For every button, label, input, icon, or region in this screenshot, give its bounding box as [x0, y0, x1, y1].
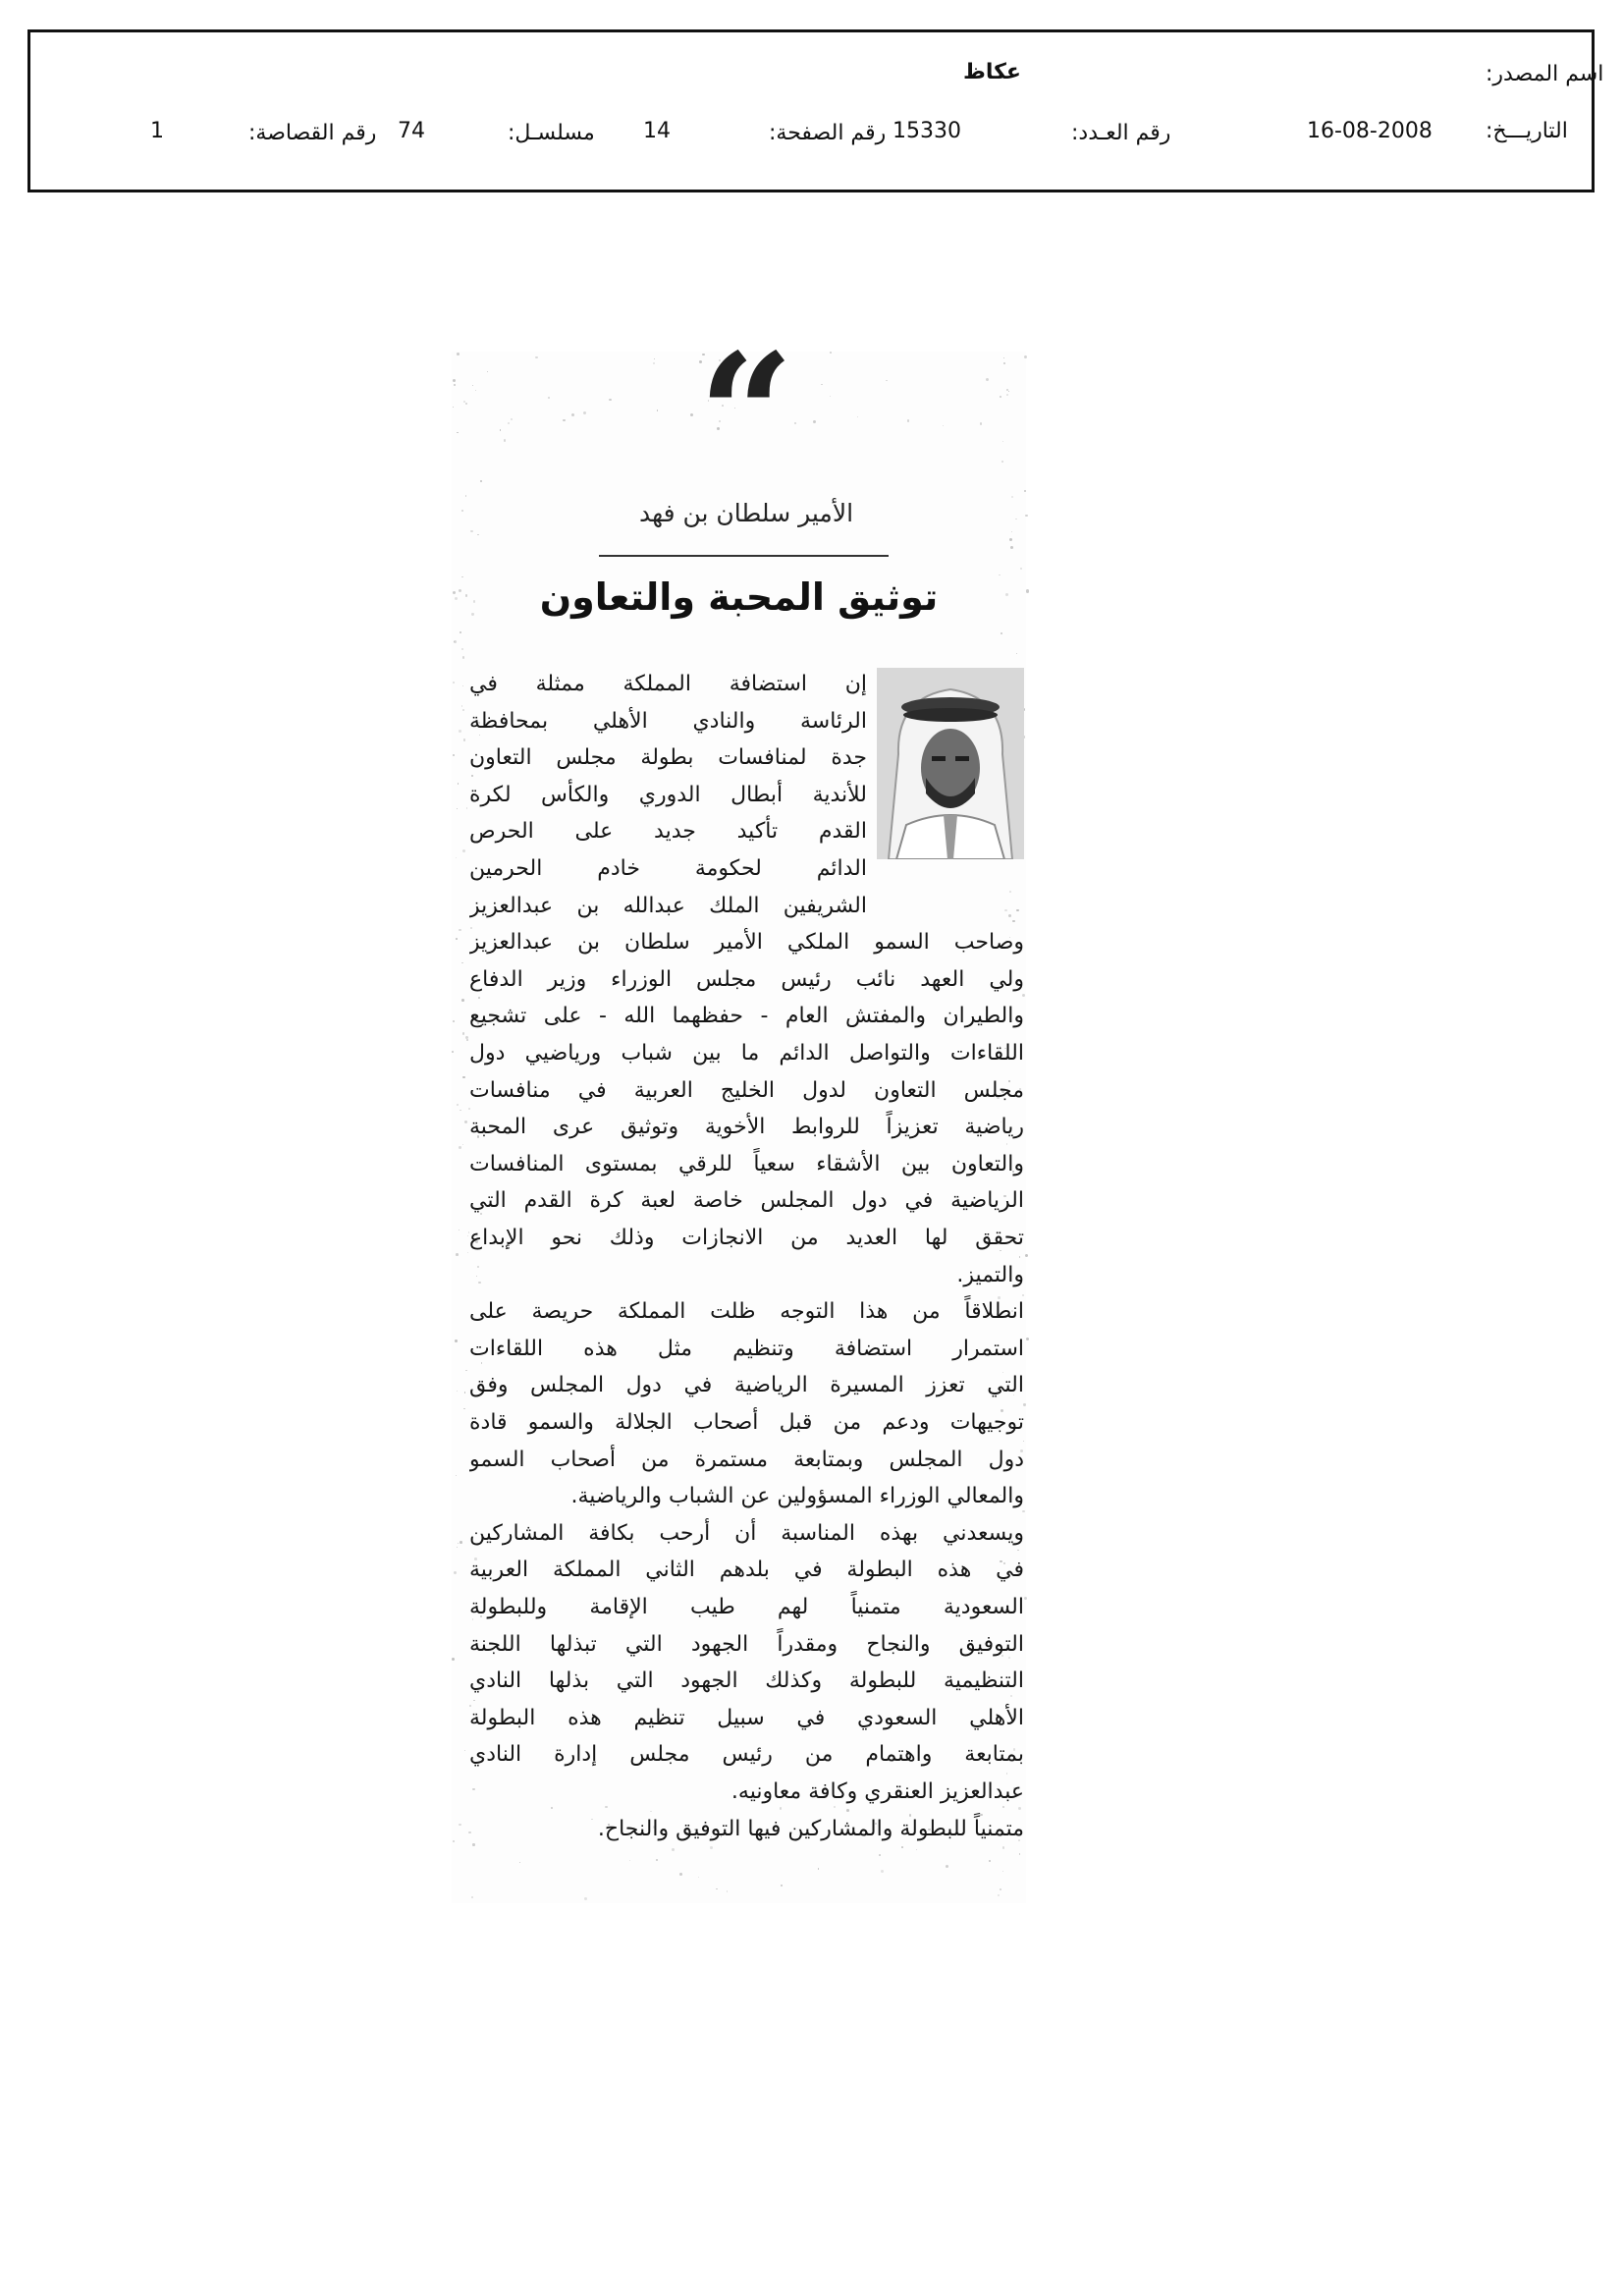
page-value: 14	[643, 119, 671, 143]
scan-speck	[1010, 546, 1013, 549]
article-body-line: والمعالي الوزراء المسؤولين عن الشباب والرياضية.	[570, 1484, 1024, 1509]
newspaper-clipping	[452, 317, 1026, 1903]
scan-speck	[1026, 589, 1029, 592]
article-body-line: الرئاسة والنادي الأهلي بمحافظة	[469, 708, 867, 734]
scan-speck	[1008, 391, 1009, 392]
serial-label: مسلسـل:	[508, 121, 595, 145]
scan-speck	[459, 1824, 460, 1826]
scan-speck	[716, 1888, 718, 1890]
author-photo	[877, 668, 1024, 859]
scan-speck	[453, 1020, 455, 1022]
scan-speck	[1023, 1441, 1024, 1442]
scan-speck	[519, 1862, 520, 1863]
scan-speck	[453, 591, 456, 594]
scan-speck	[1011, 531, 1013, 533]
article-body-line: انطلاقاً من هذا التوجه ظلت المملكة حريصة على	[469, 1299, 1024, 1325]
article-body-line: للأندية أبطال الدوري والكأس لكرة	[469, 782, 867, 807]
scan-speck	[456, 938, 458, 940]
scan-speck	[457, 1547, 458, 1548]
scan-speck	[500, 429, 502, 431]
scan-speck	[656, 1859, 659, 1862]
scan-speck	[1016, 909, 1019, 912]
scan-speck	[1003, 362, 1005, 364]
source-label: اسم المصدر:	[1486, 62, 1604, 86]
scan-speck	[453, 1840, 455, 1842]
scan-speck	[454, 1571, 457, 1574]
scan-speck	[461, 962, 463, 964]
scan-speck	[452, 1051, 454, 1053]
scan-speck	[470, 530, 473, 533]
scan-speck	[457, 1391, 458, 1392]
scan-speck	[453, 754, 456, 757]
scan-speck	[453, 682, 455, 683]
scan-speck	[879, 1854, 881, 1856]
scan-speck	[1004, 909, 1007, 912]
scan-speck	[818, 1868, 820, 1870]
scan-speck	[1025, 1254, 1028, 1257]
scan-speck	[462, 1076, 465, 1079]
scan-speck	[466, 807, 468, 809]
scan-speck	[1001, 632, 1002, 634]
scan-speck	[471, 775, 472, 776]
article-body-line: إن استضافة المملكة ممثلة في	[469, 672, 867, 696]
scan-speck	[465, 1036, 468, 1039]
scan-speck	[672, 1848, 675, 1851]
article-body-line: السعودية متمنياً لهم طيب الإقامة وللبطولة	[469, 1595, 1024, 1619]
scan-speck	[946, 1865, 948, 1868]
scan-speck	[1016, 653, 1017, 654]
author-name: الأمير سلطان بن فهد	[638, 499, 854, 527]
scan-speck	[456, 857, 457, 858]
scan-speck	[584, 1897, 587, 1900]
article-body-line: جدة لمنافسات بطولة مجلس التعاون	[469, 745, 867, 771]
scan-speck	[508, 422, 510, 424]
date-value: 16-08-2008	[1307, 119, 1433, 143]
article-body-line: والتعاون بين الأشقاء سعياً للرقي بمستوى المنافسات	[469, 1151, 1024, 1176]
scan-speck	[456, 1475, 457, 1476]
scan-speck	[1009, 891, 1011, 893]
date-label: التاريـــخ:	[1486, 119, 1568, 143]
scan-speck	[465, 594, 467, 596]
article-body-line: وصاحب السمو الملكي الأمير سلطان بن عبدالعزيز	[469, 930, 1024, 956]
scan-speck	[1002, 441, 1003, 442]
article-body-line: بمتابعة واهتمام من رئيس مجلس إدارة النادي	[469, 1742, 1024, 1768]
scan-speck	[1006, 1773, 1008, 1775]
scan-speck	[465, 403, 466, 404]
scan-speck	[1009, 538, 1012, 541]
scan-speck	[1000, 396, 1001, 398]
scan-speck	[455, 1339, 458, 1342]
scan-speck	[907, 419, 909, 421]
scan-speck	[461, 648, 463, 650]
scan-speck	[463, 738, 466, 741]
scan-speck	[465, 1370, 467, 1372]
scan-speck	[980, 422, 982, 424]
scan-speck	[465, 495, 466, 496]
scan-speck	[459, 730, 461, 733]
scan-speck	[1008, 914, 1011, 917]
scan-speck	[461, 510, 463, 512]
scan-speck	[830, 396, 832, 398]
scan-speck	[629, 1860, 630, 1861]
scan-speck	[1001, 461, 1002, 462]
article-body-line: في هذه البطولة في بلدهم الثاني المملكة العربية	[469, 1558, 1024, 1583]
opening-quote-mark: “	[698, 317, 794, 514]
scan-speck	[1024, 355, 1027, 358]
scan-speck	[462, 849, 465, 852]
scan-speck	[459, 1146, 461, 1149]
article-headline: توثيق المحبة والتعاون	[539, 575, 939, 619]
scan-speck	[457, 432, 458, 433]
scan-speck	[535, 356, 538, 359]
scan-speck	[457, 808, 458, 809]
scan-speck	[504, 439, 507, 442]
scan-speck	[473, 1700, 474, 1701]
scan-speck	[460, 1541, 462, 1544]
scan-speck	[653, 362, 655, 364]
scan-speck	[452, 1658, 455, 1661]
scan-speck	[654, 358, 655, 359]
scan-speck	[455, 597, 458, 600]
scan-speck	[886, 380, 888, 382]
article-body-line: ولي العهد نائب رئيس مجلس الوزراء وزير الدفاع	[469, 966, 1024, 992]
scan-speck	[989, 1860, 991, 1862]
scan-speck	[1012, 920, 1015, 923]
scan-speck	[463, 401, 465, 403]
scan-speck	[453, 379, 456, 382]
serial-value: 74	[398, 119, 425, 143]
scan-speck	[698, 1877, 699, 1878]
scan-speck	[1003, 357, 1004, 358]
scan-speck	[563, 419, 565, 421]
source-value: عكاظ	[963, 60, 1021, 84]
scan-speck	[1024, 1597, 1027, 1600]
scan-speck	[471, 1896, 474, 1899]
scan-speck	[466, 1039, 468, 1041]
scan-speck	[1025, 515, 1028, 518]
article-body-line: والتميز.	[956, 1262, 1024, 1287]
scan-speck	[463, 1408, 464, 1409]
scan-speck	[1002, 1871, 1003, 1872]
scan-speck	[901, 1846, 903, 1848]
scan-speck	[1026, 1338, 1029, 1340]
scan-speck	[461, 705, 462, 706]
scan-speck	[986, 378, 989, 381]
scan-speck	[1024, 490, 1025, 491]
scan-speck	[548, 397, 550, 399]
article-body-line: رياضية تعزيزاً للروابط الأخوية وتوثيق عرى المحبة	[469, 1115, 1024, 1140]
scan-speck	[464, 1750, 465, 1751]
scan-speck	[458, 783, 459, 784]
clipping-metadata-box	[27, 29, 1604, 192]
article-body-line: الرياضية في دول المجلس خاصة لعبة كرة القدم التي	[469, 1188, 1024, 1214]
scan-speck	[881, 1870, 884, 1873]
scan-speck	[1002, 1846, 1005, 1849]
scan-speck	[857, 416, 858, 417]
scan-speck	[710, 1846, 713, 1849]
clip-number-label: رقم القصاصة:	[248, 121, 377, 145]
scan-speck	[830, 352, 832, 354]
article-body-line: الدائم لحكومة خادم الحرمين	[469, 856, 867, 881]
scan-speck	[457, 353, 460, 355]
scan-speck	[477, 534, 479, 536]
article-body-line: اللقاءات والتواصل الدائم ما بين شباب ورياضيي دول	[469, 1041, 1024, 1066]
scan-speck	[467, 1252, 468, 1253]
scan-speck	[821, 384, 822, 385]
article-body-line: تحقق لها العديد من الانجازات وذلك نحو الإبداع	[469, 1226, 1024, 1250]
scan-speck	[457, 1104, 459, 1106]
article-body-line: والطيران والمفتش العام - حفظهما الله - على تشجيع	[469, 1004, 1024, 1029]
scan-speck	[998, 1894, 1000, 1896]
scan-speck	[454, 384, 455, 385]
scan-speck	[943, 425, 944, 426]
scan-speck	[478, 997, 480, 999]
page-label: رقم الصفحة:	[769, 121, 887, 145]
article-body-line: التي تعزز المسيرة الرياضية في دول المجلس وفق	[469, 1373, 1024, 1398]
scan-speck	[1020, 568, 1022, 570]
clip-number-value: 1	[150, 119, 164, 143]
scan-speck	[459, 589, 461, 592]
article-body-line: التوفيق والنجاح ومقدراً الجهود التي تبذلها اللجنة	[469, 1631, 1024, 1657]
scan-speck	[1006, 389, 1008, 391]
scan-speck	[679, 1873, 682, 1876]
article-body-line: الشريفين الملك عبدالله بن عبدالعزيز	[469, 893, 867, 918]
author-divider	[599, 555, 889, 557]
scan-speck	[480, 480, 481, 481]
scan-speck	[460, 631, 461, 633]
scan-speck	[461, 576, 463, 578]
scan-speck	[916, 1849, 917, 1850]
scan-speck	[453, 407, 454, 408]
scan-speck	[462, 709, 464, 711]
scan-speck	[657, 410, 659, 411]
article-body-line: مجلس التعاون لدول الخليج العربية في منافسات	[469, 1077, 1024, 1103]
scan-speck	[1000, 1888, 1001, 1890]
scan-speck	[456, 1253, 459, 1256]
scan-speck	[462, 685, 463, 686]
article-body-line: التنظيمية للبطولة وكذلك الجهود التي بذلها النادي	[469, 1668, 1024, 1694]
article-body-line: عبدالعزيز العنقري وكافة معاونيه.	[730, 1779, 1024, 1804]
scan-speck	[583, 411, 586, 414]
scan-speck	[464, 1121, 467, 1123]
scan-speck	[727, 1890, 729, 1892]
article-body-line: دول المجلس وبمتابعة مستمرة من أصحاب السمو	[469, 1447, 1024, 1472]
article-body-line: متمنياً للبطولة والمشاركين فيها التوفيق والنجاح.	[597, 1816, 1024, 1841]
article-body-line: استمرار استضافة وتنظيم مثل هذه اللقاءات	[469, 1336, 1024, 1361]
scan-speck	[1011, 496, 1013, 498]
article-body-line: الأهلي السعودي في سبيل تنظيم هذه البطولة	[469, 1705, 1024, 1730]
scan-speck	[464, 1392, 465, 1393]
scan-speck	[511, 418, 512, 419]
scan-speck	[472, 385, 473, 386]
scan-speck	[475, 390, 476, 391]
scan-speck	[781, 1885, 783, 1886]
scan-speck	[468, 1108, 470, 1110]
scan-speck	[462, 656, 465, 659]
issue-label: رقم العـدد:	[1071, 121, 1171, 145]
scan-speck	[846, 1809, 849, 1812]
scan-speck	[1006, 394, 1008, 396]
article-body-line: توجيهات ودعم من قبل أصحاب الجلالة والسمو قادة	[469, 1410, 1024, 1435]
scan-speck	[571, 413, 574, 416]
issue-value: 15330	[893, 119, 961, 143]
scan-speck	[462, 1032, 465, 1035]
article-body-line: ويسعدني بهذه المناسبة أن أرحب بكافة المشاركين	[469, 1520, 1024, 1546]
scan-speck	[461, 999, 464, 1002]
scan-speck	[459, 929, 460, 931]
scan-speck	[462, 1144, 463, 1145]
scan-speck	[487, 371, 488, 372]
scan-speck	[609, 399, 612, 402]
scan-speck	[1019, 1853, 1020, 1854]
scan-speck	[1019, 1256, 1021, 1258]
article-body-line: القدم تأكيد جديد على الحرص	[469, 819, 867, 845]
